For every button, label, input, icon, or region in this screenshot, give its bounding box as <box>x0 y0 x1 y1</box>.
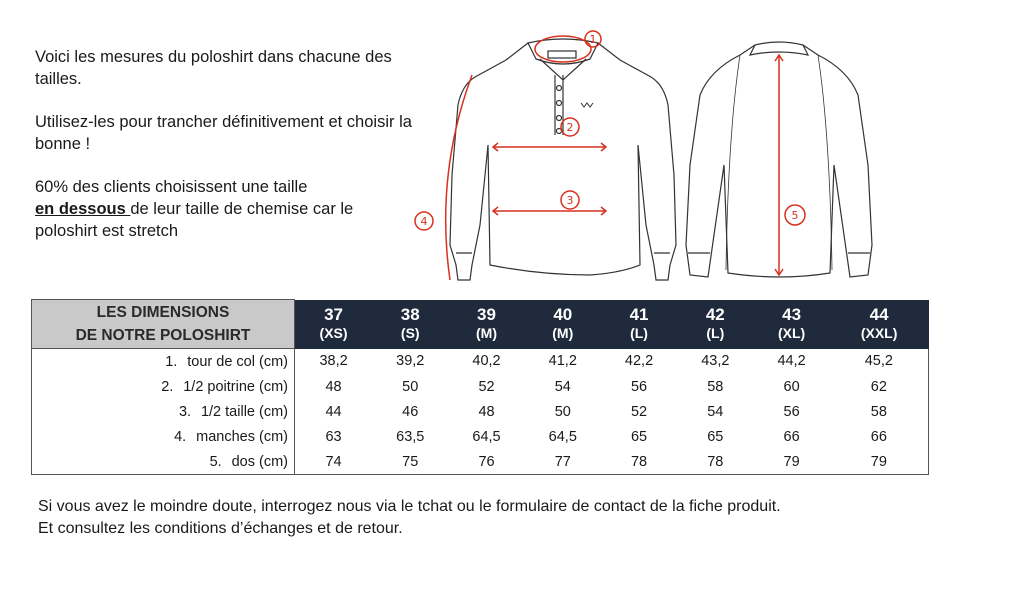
table-cell: 44,2 <box>777 353 806 370</box>
marker-5: 5 <box>791 209 799 222</box>
table-cell: 48 <box>478 403 495 420</box>
table-cell: 75 <box>372 449 448 475</box>
row-label <box>32 424 295 449</box>
table-row <box>32 349 929 375</box>
intro-p3-underlined: en dessous <box>35 200 131 218</box>
table-row <box>32 424 929 449</box>
table-cell: 52 <box>478 378 495 395</box>
marker-3: 3 <box>566 194 574 207</box>
size-label: (L) <box>601 325 677 349</box>
table-cell: 60 <box>783 378 800 395</box>
marker-4: 4 <box>420 215 428 228</box>
row-label-text: manches (cm) <box>196 428 288 445</box>
row-label-text: dos (cm) <box>231 453 288 470</box>
table-cell: 65 <box>707 428 724 445</box>
table-cell: 43,2 <box>701 353 730 370</box>
footer-line-2: Et consultez les conditions d’échanges et de retour. <box>38 520 403 537</box>
size-label: (S) <box>372 325 448 349</box>
table-cell: 56 <box>630 378 648 395</box>
table-cell: 48 <box>325 378 342 395</box>
row-label-text: 1/2 taille (cm) <box>200 403 288 420</box>
table-cell: 58 <box>707 378 724 395</box>
size-label: (XS) <box>295 325 373 349</box>
size-header-row-numbers <box>32 300 929 325</box>
table-cell: 54 <box>707 403 724 420</box>
table-title-line1: LES DIMENSIONS <box>96 304 230 321</box>
row-label-text: 1/2 poitrine (cm) <box>183 378 288 395</box>
table-cell: 50 <box>402 378 419 395</box>
row-label <box>32 399 295 424</box>
size-number: 39 <box>448 300 524 325</box>
size-label: (M) <box>448 325 524 349</box>
table-cell: 38,2 <box>319 353 348 370</box>
marker-1: 1 <box>589 33 597 46</box>
table-cell: 78 <box>677 449 753 475</box>
size-number: 43 <box>753 300 829 325</box>
table-cell: 45,2 <box>830 349 929 375</box>
table-title-line2: DE NOTRE POLOSHIRT <box>75 327 251 344</box>
table-cell: 63 <box>325 428 342 445</box>
row-label <box>32 349 295 375</box>
table-cell: 77 <box>525 449 601 475</box>
table-cell: 50 <box>554 403 571 420</box>
table-cell: 66 <box>830 424 929 449</box>
size-number: 40 <box>525 300 601 325</box>
table-cell: 74 <box>295 449 373 475</box>
table-cell: 58 <box>830 399 929 424</box>
footer-line-1: Si vous avez le moindre doute, interrogez nous via le tchat ou le formulaire de contact de la fiche produit. <box>38 498 781 515</box>
table-row <box>32 399 929 424</box>
table-cell: 56 <box>783 403 800 420</box>
size-label: (XXL) <box>830 325 929 349</box>
intro-paragraph-3 <box>35 176 415 242</box>
size-label: (L) <box>677 325 753 349</box>
row-label <box>32 449 295 475</box>
front-shirt <box>450 39 676 280</box>
intro-text <box>35 46 415 263</box>
table-cell: 41,2 <box>548 353 577 370</box>
table-cell: 54 <box>554 378 571 395</box>
table-cell: 64,5 <box>472 428 501 445</box>
table-cell: 62 <box>830 374 929 399</box>
row-index: 1. <box>165 353 178 370</box>
size-number: 37 <box>295 300 373 325</box>
marker-2: 2 <box>566 121 574 134</box>
table-cell: 66 <box>783 428 800 445</box>
footer-text <box>38 496 781 540</box>
row-label-text: tour de col (cm) <box>187 353 288 370</box>
table-cell: 79 <box>753 449 829 475</box>
intro-paragraph-2: Utilisez-les pour trancher définitivement et choisir la bonne ! <box>35 113 412 153</box>
table-cell: 39,2 <box>396 353 425 370</box>
intro-p3-start: 60% des clients choisissent une taille <box>35 178 308 196</box>
poloshirt-illustration <box>410 25 910 295</box>
poloshirt-diagram <box>410 25 910 295</box>
intro-paragraph-1: Voici les mesures du poloshirt dans chacune des tailles. <box>35 48 392 88</box>
table-cell: 63,5 <box>396 428 425 445</box>
table-cell: 79 <box>830 449 929 475</box>
table-cell: 42,2 <box>624 353 654 370</box>
size-table <box>31 299 929 475</box>
size-number: 38 <box>372 300 448 325</box>
row-index: 2. <box>161 378 174 395</box>
table-row <box>32 374 929 399</box>
measurement-marks <box>415 31 805 280</box>
size-number: 44 <box>830 300 929 325</box>
table-cell: 52 <box>630 403 648 420</box>
size-label: (XL) <box>753 325 829 349</box>
row-label <box>32 374 295 399</box>
table-cell: 76 <box>448 449 524 475</box>
table-cell: 46 <box>402 403 419 420</box>
size-number: 42 <box>677 300 753 325</box>
table-cell: 44 <box>325 403 342 420</box>
table-cell: 65 <box>630 428 648 445</box>
row-index: 3. <box>178 403 192 420</box>
row-index: 4. <box>174 428 187 445</box>
size-number: 41 <box>601 300 677 325</box>
table-cell: 78 <box>601 449 677 475</box>
size-label: (M) <box>525 325 601 349</box>
intro-p3-end: de leur taille de chemise car le poloshirt est stretch <box>35 200 354 240</box>
table-row <box>32 449 929 475</box>
table-cell: 40,2 <box>472 353 501 370</box>
table-cell: 64,5 <box>548 428 577 445</box>
row-index: 5. <box>209 453 222 470</box>
table-title <box>32 300 295 349</box>
